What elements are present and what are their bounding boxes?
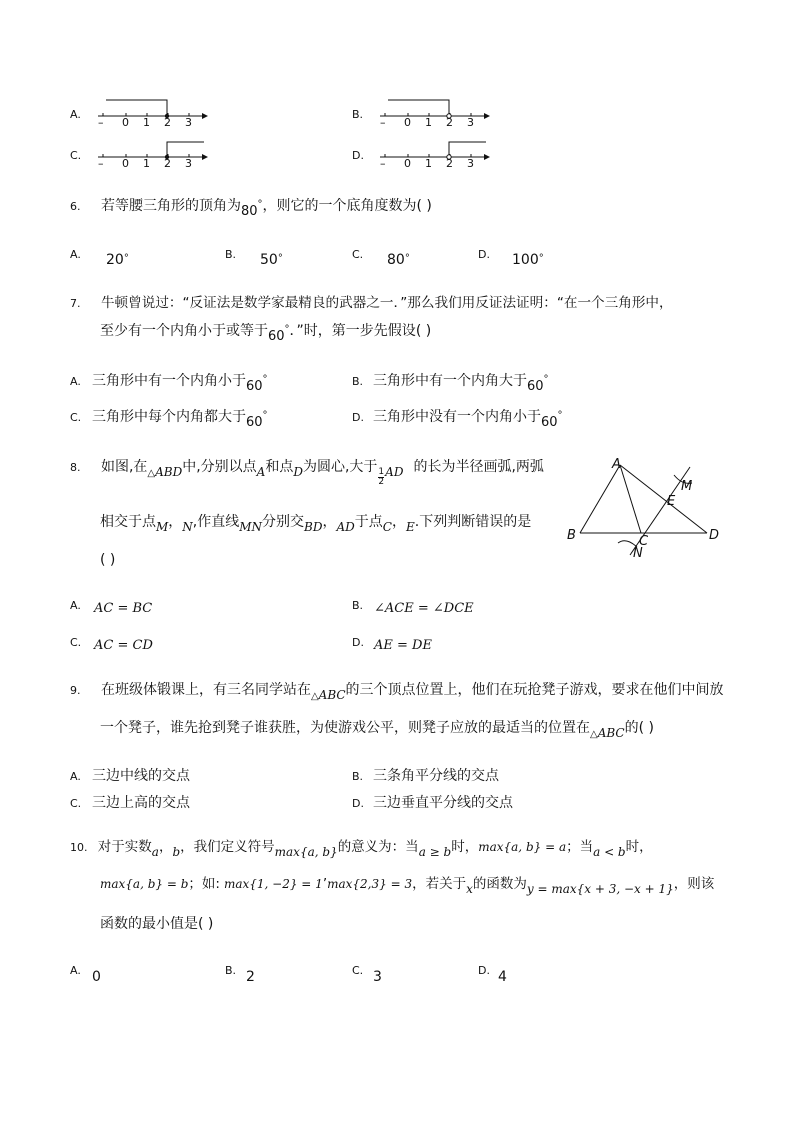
q9-stem-line1: 9. 在班级体锻课上，有三名同学站在$_\triangle$ABC的三个顶点位置上，他们在玩抢凳子游戏，要求在他们中间放 (70, 682, 724, 702)
q5-option-a-numberline (94, 96, 210, 130)
q5-option-a-label: A. (70, 108, 81, 121)
q5-option-b-label: B. (352, 108, 364, 121)
figure-label-c: C (639, 534, 649, 549)
q6-option-c-label: C. (352, 248, 364, 261)
q8-option-d-label: D. (352, 636, 364, 649)
q8-number: 8. (70, 461, 81, 474)
q6-stem: 6. 若等腰三角形的顶角为80°，则它的一个底角度数为( ) (70, 198, 432, 219)
q6-option-d-label: D. (478, 248, 490, 261)
q5-option-b-numberline (376, 96, 492, 130)
q9-option-b-label: B. (352, 770, 364, 783)
q6-option-c-value: 80° (387, 252, 410, 268)
q6-option-a-value: 20° (106, 252, 129, 268)
q7-option-a-label: A. (70, 375, 81, 388)
q8-option-a-expr: AC = BC (94, 601, 153, 616)
q8-option-a-label: A. (70, 599, 81, 612)
q10-option-d-value: 4 (498, 969, 507, 985)
q6-option-d-value: 100° (512, 252, 544, 268)
q8-option-d-expr: AE = DE (374, 638, 432, 653)
q9-option-a-text: 三边中线的交点 (92, 768, 190, 784)
q10-stem-line2: max{a, b} = b；如: max{1, −2} = 1’max{2,3} = 3，若关于x的函数为y = max{x + 3, −x + 1}，则该 (100, 876, 715, 896)
q5-option-d-label: D. (352, 149, 364, 162)
q8-fraction: $\frac{1}{2}$ (378, 466, 385, 487)
q7-option-c-text: 三角形中每个内角都大于60° (92, 409, 268, 430)
q7-number: 7. (70, 297, 81, 310)
q10-option-a-label: A. (70, 964, 81, 977)
q8-option-c-expr: AC = CD (94, 638, 153, 653)
q5-option-c-label: C. (70, 149, 82, 162)
segment-ac (620, 465, 641, 533)
q7-option-b-text: 三角形中有一个内角大于60° (373, 373, 549, 394)
q6-option-a-label: A. (70, 248, 81, 261)
q8-geometry-figure (560, 455, 730, 567)
q7-option-a-text: 三角形中有一个内角小于60° (92, 373, 268, 394)
figure-label-m: M (681, 479, 693, 494)
q10-option-c-value: 3 (373, 969, 382, 985)
q10-option-a-value: 0 (92, 969, 101, 985)
q9-option-c-text: 三边上高的交点 (92, 795, 190, 811)
q10-stem-line3: 函数的最小值是( ) (100, 916, 214, 932)
q8-answer-paren: ( ) (100, 552, 116, 568)
q7-option-c-label: C. (70, 411, 82, 424)
q8-stem-line2: 相交于点M，N,作直线MN分别交BD，AD于点C，E.下列判断错误的是 (100, 514, 532, 534)
figure-label-d: D (709, 528, 720, 543)
figure-label-b: B (567, 528, 576, 543)
figure-label-e: E (667, 494, 676, 509)
segment-ab (580, 465, 620, 533)
q7-option-b-label: B. (352, 375, 364, 388)
q9-option-d-text: 三边垂直平分线的交点 (373, 795, 513, 811)
q9-option-b-text: 三条角平分线的交点 (373, 768, 499, 784)
q8-stem-line1: 8. 如图,在$_\triangle$ABD中,分别以点A和点D为圆心,大于 $\frac{1}{2}$ AD 的长为半径画弧,两弧 (70, 459, 544, 487)
q8-option-c-label: C. (70, 636, 82, 649)
q8-option-b-expr: ∠ACE = ∠DCE (374, 601, 474, 616)
q5-option-c-numberline (94, 137, 210, 171)
q5-option-d-numberline (376, 137, 492, 171)
q9-number: 9. (70, 684, 81, 697)
q7-option-d-text: 三角形中没有一个内角小于60° (373, 409, 563, 430)
q10-number: 10. (70, 841, 88, 854)
q10-option-b-value: 2 (246, 969, 255, 985)
figure-label-a: A (612, 457, 621, 472)
q7-option-d-label: D. (352, 411, 364, 424)
q9-option-c-label: C. (70, 797, 82, 810)
q10-option-b-label: B. (225, 964, 237, 977)
q10-option-c-label: C. (352, 964, 364, 977)
q10-stem-line1: 10. 对于实数a，b，我们定义符号max{a, b}的意义为：当a ≥ b时，max{a, b} = a；当a < b时， (70, 839, 653, 859)
q10-option-d-label: D. (478, 964, 490, 977)
q6-option-b-value: 50° (260, 252, 283, 268)
q6-number: 6. (70, 200, 81, 213)
segment-ad (620, 465, 707, 533)
q9-option-a-label: A. (70, 770, 81, 783)
figure-label-n: N (633, 546, 643, 561)
q8-option-b-label: B. (352, 599, 364, 612)
q7-stem-line1: 7. 牛顿曾说过：“反证法是数学家最精良的武器之一．”那么我们用反证法证明：“在一个三角形中， (70, 295, 673, 311)
q9-option-d-label: D. (352, 797, 364, 810)
q6-option-b-label: B. (225, 248, 237, 261)
q9-stem-line2: 一个凳子，谁先抢到凳子谁获胜，为使游戏公平，则凳子应放的最适当的位置在$_\triangle$ABC的( ) (100, 720, 654, 740)
q7-stem-line2: 至少有一个内角小于或等于60°．”时，第一步先假设( ) (100, 323, 432, 344)
